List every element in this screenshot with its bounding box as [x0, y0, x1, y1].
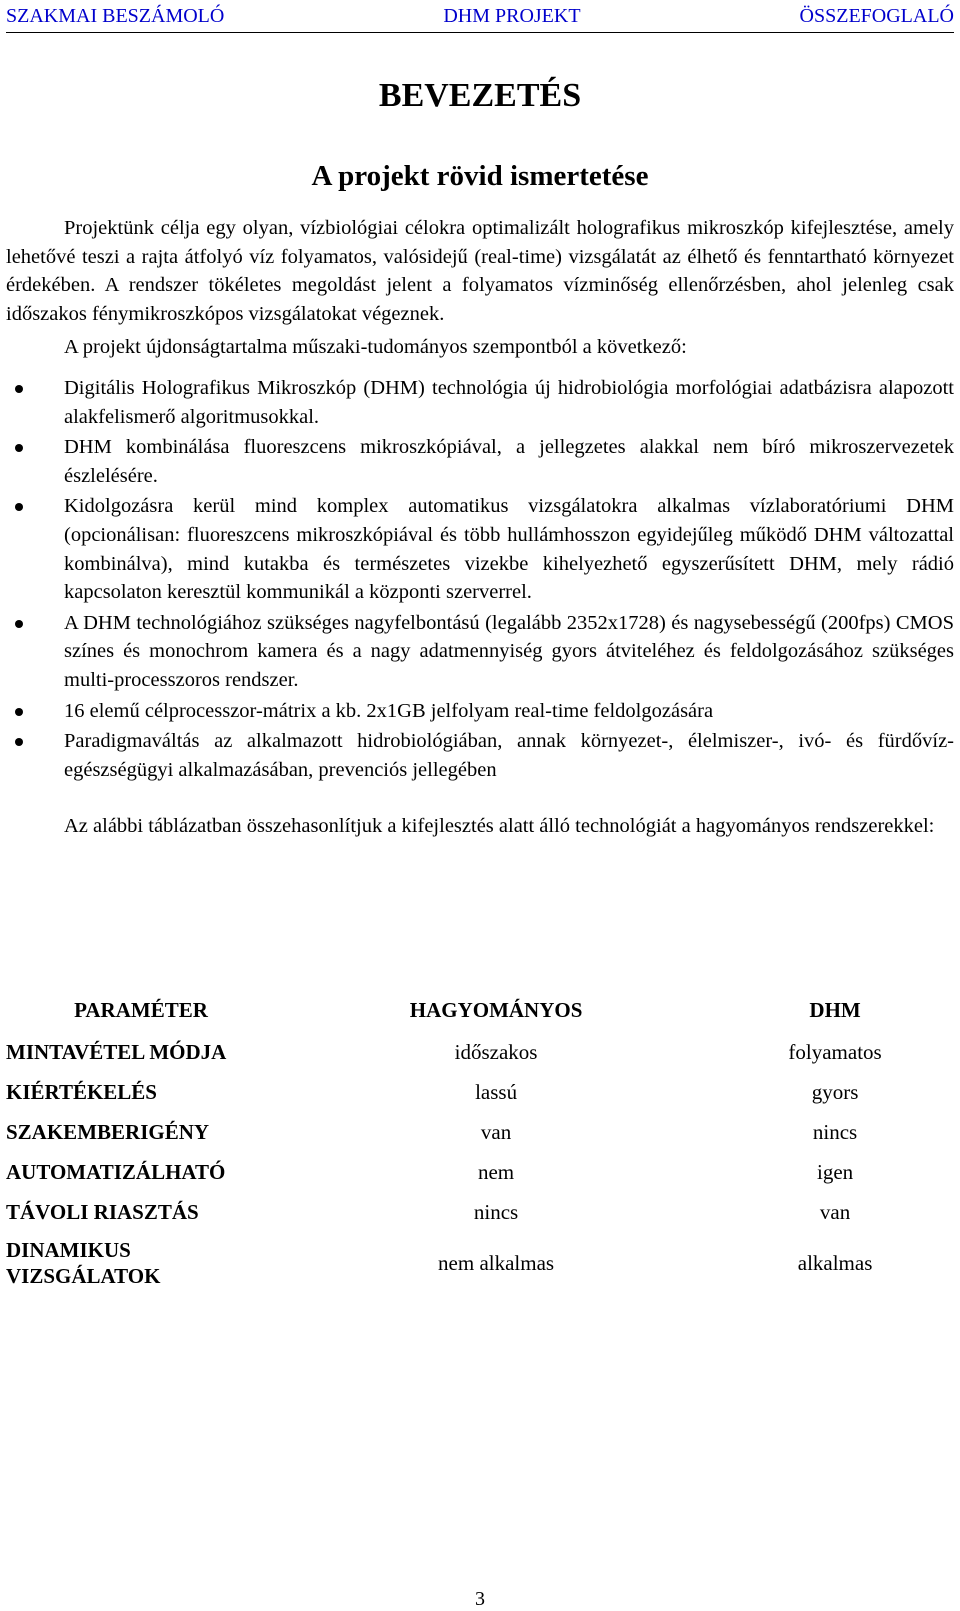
dhm-value: igen — [816, 1159, 854, 1184]
section-subtitle: A projekt rövid ismertetése — [311, 160, 649, 192]
list-item: Digitális Holografikus Mikroszkóp (DHM) technológia új hidrobiológia morfológiai adatbázisra alapozott alakfelismerő algoritmusokkal. — [6, 374, 954, 431]
table-row — [6, 1072, 954, 1112]
dhm-value: nincs — [812, 1119, 858, 1144]
traditional-value: időszakos — [454, 1039, 538, 1064]
table-header-row — [6, 988, 954, 1032]
row-label: AUTOMATIZÁLHATÓ — [6, 1160, 226, 1184]
row-label: DINAMIKUS VIZSGÁLATOK — [6, 1238, 161, 1288]
column-header-dhm: DHM — [809, 997, 861, 1022]
column-header-parameter: PARAMÉTER — [74, 997, 208, 1022]
traditional-value: van — [480, 1119, 512, 1144]
traditional-value: nem alkalmas — [438, 1250, 555, 1275]
bullet-icon — [15, 738, 23, 746]
dhm-value: gyors — [811, 1079, 859, 1104]
dhm-value: van — [819, 1199, 851, 1224]
novelty-list — [6, 374, 954, 784]
comparison-table — [6, 988, 954, 1294]
bullet-icon — [15, 444, 23, 452]
bullet-icon — [15, 620, 23, 628]
traditional-value: nem — [477, 1159, 515, 1184]
list-item: 16 elemű célprocesszor-mátrix a kb. 2x1GB jelfolyam real-time feldolgozására — [6, 697, 954, 726]
traditional-value: lassú — [475, 1079, 518, 1104]
dhm-value: folyamatos — [788, 1039, 882, 1064]
bullet-icon — [15, 503, 23, 511]
document-body — [6, 214, 954, 841]
column-header-traditional: HAGYOMÁNYOS — [409, 997, 583, 1022]
list-item: DHM kombinálása fluoreszcens mikroszkópiával, a jellegzetes alakkal nem bíró mikroszervezetek észlelésére. — [6, 433, 954, 490]
novelty-lead: A projekt újdonságtartalma műszaki-tudományos szempontból a következő: — [64, 336, 687, 359]
traditional-value: nincs — [473, 1199, 519, 1224]
table-row — [6, 1032, 954, 1072]
list-item: Kidolgozásra kerül mind komplex automatikus vizsgálatokra alkalmas vízlaboratóriumi DHM (opcionálisan: fluoreszcens mikroszkópiával és több hullámhosszon egyidejűleg működő DHM változattal kombinálva), mind kutakba és természetes vizekbe kihelyezhető egyszerűsített DHM, mely rádió kapcsolaton keresztül kommunikál a központi szerverrel. — [6, 492, 954, 606]
table-row — [6, 1152, 954, 1192]
table-row — [6, 1192, 954, 1232]
list-item: A DHM technológiához szükséges nagyfelbontású (legalább 2352x1728) és nagysebességű (200fps) CMOS színes és monochrom kamera és a nagy adatmennyiség gyors átviteléhez és feldolgozásához szükséges multi-processzoros rendszer. — [6, 609, 954, 695]
header-center: DHM PROJEKT — [443, 4, 581, 27]
header-right: ÖSSZEFOGLALÓ — [799, 4, 954, 27]
comparison-intro: Az alábbi táblázatban összehasonlítjuk a kifejlesztés alatt álló technológiát a hagyományos rendszerekkel: — [64, 815, 935, 838]
bullet-icon — [15, 385, 23, 393]
intro-paragraph: Projektünk célja egy olyan, vízbiológiai célokra optimalizált holografikus mikroszkóp kifejlesztése, amely lehetővé teszi a rajta átfolyó víz folyamatos, valósidejű (real-time) vizsgálatát az élhető és fenntartható környezet érdekében. A rendszer tökéletes megoldást jelent a folyamatos vízminőség ellenőrzésben, ahol jelenleg csak időszakos fénymikroszkópos vizsgálatokat végeznek. — [6, 217, 954, 325]
dhm-value: alkalmas — [797, 1250, 873, 1275]
row-label: TÁVOLI RIASZTÁS — [6, 1200, 199, 1224]
running-header — [6, 0, 954, 33]
bullet-icon — [15, 708, 23, 716]
row-label: MINTAVÉTEL MÓDJA — [6, 1040, 227, 1064]
list-item: Paradigmaváltás az alkalmazott hidrobiológiában, annak környezet-, élelmiszer-, ivó- és fürdővíz-egészségügyi alkalmazásában, prevenciós jellegében — [6, 727, 954, 784]
table-row — [6, 1232, 954, 1294]
header-left: SZAKMAI BESZÁMOLÓ — [6, 4, 225, 27]
page-title: BEVEZETÉS — [378, 77, 582, 114]
table-row — [6, 1112, 954, 1152]
page-number: 3 — [475, 1588, 485, 1610]
row-label: KIÉRTÉKELÉS — [6, 1080, 157, 1104]
row-label: SZAKEMBERIGÉNY — [6, 1120, 210, 1144]
